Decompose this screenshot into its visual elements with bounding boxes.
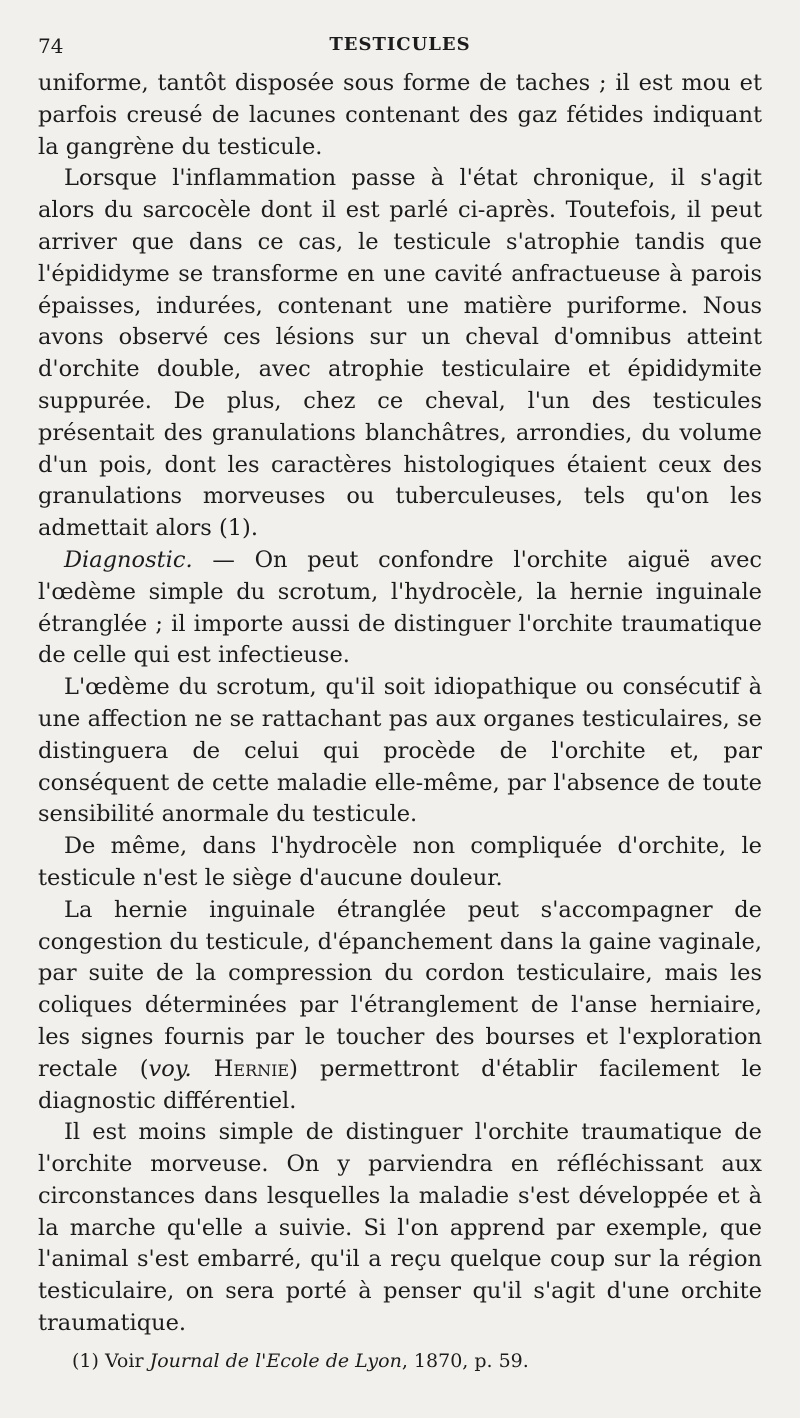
paragraph-oedeme: L'œdème du scrotum, qu'il soit idiopathique ou consécutif à une affection ne se rattachant pas aux organes testiculaires, se distinguera de celui qui procède de l'orchite et, par conséquent de cette maladie elle-même, par l'absence de toute sensibilité anormale du testicule. bbox=[38, 674, 762, 828]
paragraph-hydrocele: De même, dans l'hydrocèle non compliquée d'orchite, le testicule n'est le siège d'aucune douleur. bbox=[38, 833, 762, 891]
paragraph-continuation: uniforme, tantôt disposée sous forme de taches ; il est mou et parfois creusé de lacunes contenant des gaz fétides indiquant la gangrène du testicule. bbox=[38, 70, 762, 160]
page-header bbox=[38, 34, 762, 58]
hernie-text-before: La hernie inguinale étranglée peut s'accompagner de congestion du testicule, d'épanchement dans la gaine vaginale, par suite de la compression du cordon testiculaire, mais les coliques déterminées par l'étranglement de l'anse herniaire, les signes fournis par le toucher des bourses et l'exploration rectale ( bbox=[38, 896, 762, 1082]
body-text bbox=[38, 68, 762, 1340]
footnote-rest: , 1870, p. 59. bbox=[401, 1350, 529, 1372]
footnote-marker: (1) Voir bbox=[72, 1350, 150, 1372]
paragraph-chronic: Lorsque l'inflammation passe à l'état chronique, il s'agit alors du sarcocèle dont il est parlé ci-après. Toutefois, il peut arriver que dans ce cas, le testicule s'atrophie tandis que l'épididyme se transforme en une cavité anfractueuse à parois épaisses, indurées, contenant une matière puriforme. Nous avons observé ces lésions sur un cheval d'omnibus atteint d'orchite double, avec atrophie testiculaire et épididymite suppurée. De plus, chez ce cheval, l'un des testicules présentait des granulations blanchâtres, arrondies, du volume d'un pois, dont les caractères histologiques étaient ceux des granulations morveuses ou tuberculeuses, tels qu'on les admettait alors (1). bbox=[38, 165, 762, 542]
paragraph-hernie bbox=[38, 895, 762, 1118]
paragraph-traumatique: Il est moins simple de distinguer l'orchite traumatique de l'orchite morveuse. On y parviendra en réfléchissant aux circonstances dans lesquelles la maladie s'est développée et à la marche qu'elle a suivie. Si l'on apprend par exemple, que l'animal s'est embarré, qu'il a reçu quelque coup sur la région testiculaire, on sera porté à penser qu'il s'agit d'une orchite traumatique. bbox=[38, 1119, 762, 1337]
running-title: TESTICULES bbox=[329, 34, 471, 55]
diagnostic-heading: Diagnostic. bbox=[64, 546, 193, 573]
paragraph-diagnostic bbox=[38, 545, 762, 672]
voy-abbrev: voy. bbox=[148, 1055, 192, 1082]
hernie-text-after: ) permettront d'établir facilement le diagnostic différentiel. bbox=[38, 1055, 762, 1114]
footnote-journal: Journal de l'Ecole de Lyon bbox=[149, 1350, 402, 1372]
footnote bbox=[72, 1350, 762, 1372]
hernie-reference: Hernie bbox=[213, 1055, 290, 1082]
page-number: 74 bbox=[38, 34, 64, 58]
diagnostic-text: — On peut confondre l'orchite aiguë avec l'œdème simple du scrotum, l'hydrocèle, la hernie inguinale étranglée ; il importe aussi de distinguer l'orchite traumatique de celle qui est infectieuse. bbox=[38, 546, 762, 669]
